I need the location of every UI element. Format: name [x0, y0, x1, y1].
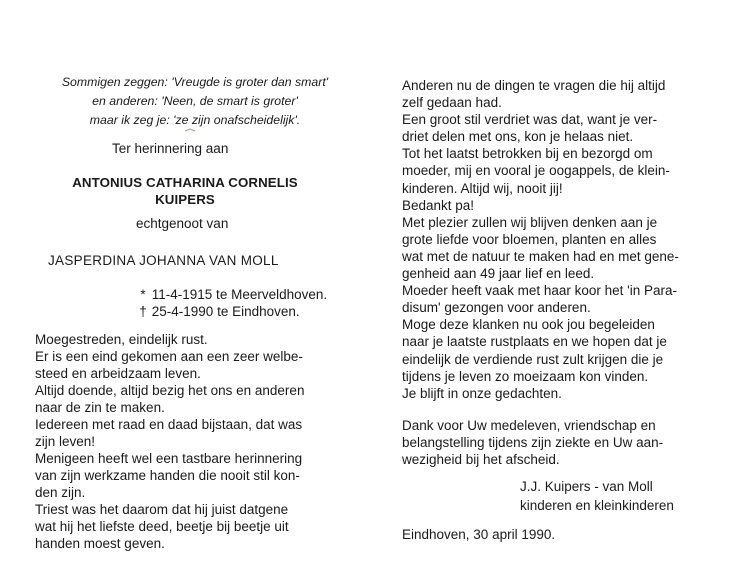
- memorial-intro: Ter herinnering aan: [112, 141, 229, 156]
- text-line: Moge deze klanken nu ook jou begeleiden: [402, 317, 655, 333]
- text-line: Moeder heeft vaak met haar koor het 'in Para-: [402, 283, 677, 299]
- tribute-text-left: [35, 331, 365, 552]
- text-line: Je blijft in onze gedachten.: [402, 385, 562, 401]
- text-line: Anderen nu de dingen te vragen die hij altijd: [402, 78, 666, 93]
- text-line: zelf gedaan had.: [402, 95, 502, 111]
- quote-line: Sommigen zeggen: 'Vreugde is groter dan smart': [61, 75, 329, 89]
- text-line: disum' gezongen voor anderen.: [402, 300, 591, 316]
- text-line: Tot het laatst betrokken bij en bezorgd om: [402, 146, 653, 162]
- text-line: Dank voor Uw medeleven, vriendschap en: [402, 418, 656, 433]
- text-line: van zijn werkzame handen die nooit stil kon-: [35, 468, 300, 483]
- signature-family: J.J. Kuipers - van Moll: [520, 479, 653, 494]
- text-line: handen moest geven.: [35, 536, 165, 551]
- text-line: Met plezier zullen wij blijven denken aan je: [402, 214, 658, 230]
- deceased-name: [20, 174, 350, 208]
- text-line: driet delen met ons, kon je helaas niet.: [402, 129, 634, 145]
- text-line: eindelijk de verdiende rust zult krijgen die je: [402, 351, 664, 367]
- opening-quote: [30, 73, 360, 130]
- text-line: moeder, mij en vooral je oogappels, de klein-: [402, 163, 670, 179]
- text-line: kinderen. Altijd wij, nooit jij!: [402, 180, 563, 196]
- text-line: Moegestreden, eindelijk rust.: [35, 332, 208, 347]
- deceased-name-line1: ANTONIUS CATHARINA CORNELIS: [72, 175, 298, 190]
- signature-children: kinderen en kleinkinderen: [520, 498, 674, 513]
- text-line: Er is een eind gekomen aan een zeer welbe-: [35, 349, 303, 364]
- text-line: zijn leven!: [35, 434, 96, 449]
- death-cross-icon: †: [139, 304, 147, 319]
- deceased-name-line2: KUIPERS: [155, 192, 215, 207]
- text-line: steed en arbeidzaam leven.: [35, 366, 201, 381]
- text-line: wat met de natuur te maken had en met gene-: [402, 248, 679, 264]
- text-line: wat hij het liefste deed, beetje bij beetje uit: [35, 519, 289, 534]
- text-line: Een groot stil verdriet was dat, want je ver-: [402, 112, 658, 128]
- text-line: den zijn.: [35, 485, 86, 500]
- text-line: naar je laatste rustplaats en we hopen dat je: [402, 334, 667, 350]
- text-line: tijdens je leven zo moeizaam kon vinden.: [402, 368, 649, 384]
- birth-line: [138, 286, 327, 303]
- tribute-text-right: [402, 77, 732, 402]
- birth-star-icon: *: [140, 287, 146, 302]
- print-speck-icon: [184, 128, 196, 133]
- text-line: Bedankt pa!: [402, 197, 475, 213]
- quote-line: en anderen: 'Neen, de smart is groter': [92, 94, 298, 108]
- text-line: Menigeen heeft wel een tastbare herinnering: [35, 451, 303, 466]
- text-line: Triest was het daarom dat hij juist datgene: [35, 502, 289, 517]
- text-line: grote liefde voor bloemen, planten en alles: [402, 231, 657, 247]
- relation-label: echtgenoot van: [136, 216, 229, 231]
- birth-date: 11-4-1915 te Meerveldhoven.: [151, 287, 328, 302]
- text-line: Altijd doende, altijd bezig het ons en anderen: [35, 383, 305, 398]
- spouse-name: JASPERDINA JOHANNA VAN MOLL: [48, 253, 279, 268]
- signature: [520, 477, 674, 515]
- death-line: [138, 303, 327, 320]
- text-line: naar de zin te maken.: [35, 400, 165, 415]
- text-line: Iedereen met raad en daad bijstaan, dat was: [35, 417, 303, 432]
- text-line: belangstelling tijdens zijn ziekte en Uw aan-: [402, 435, 664, 451]
- place-date: Eindhoven, 30 april 1990.: [402, 527, 556, 542]
- death-date: 25-4-1990 te Eindhoven.: [151, 304, 300, 319]
- text-line: genheid aan 49 jaar lief en leed.: [402, 266, 595, 282]
- quote-line: maar ik zeg je: 'ze zijn onafscheidelijk'.: [89, 113, 301, 127]
- text-line: wezigheid bij het afscheid.: [402, 452, 560, 468]
- thanks-text: [402, 417, 732, 468]
- life-dates: [138, 286, 327, 320]
